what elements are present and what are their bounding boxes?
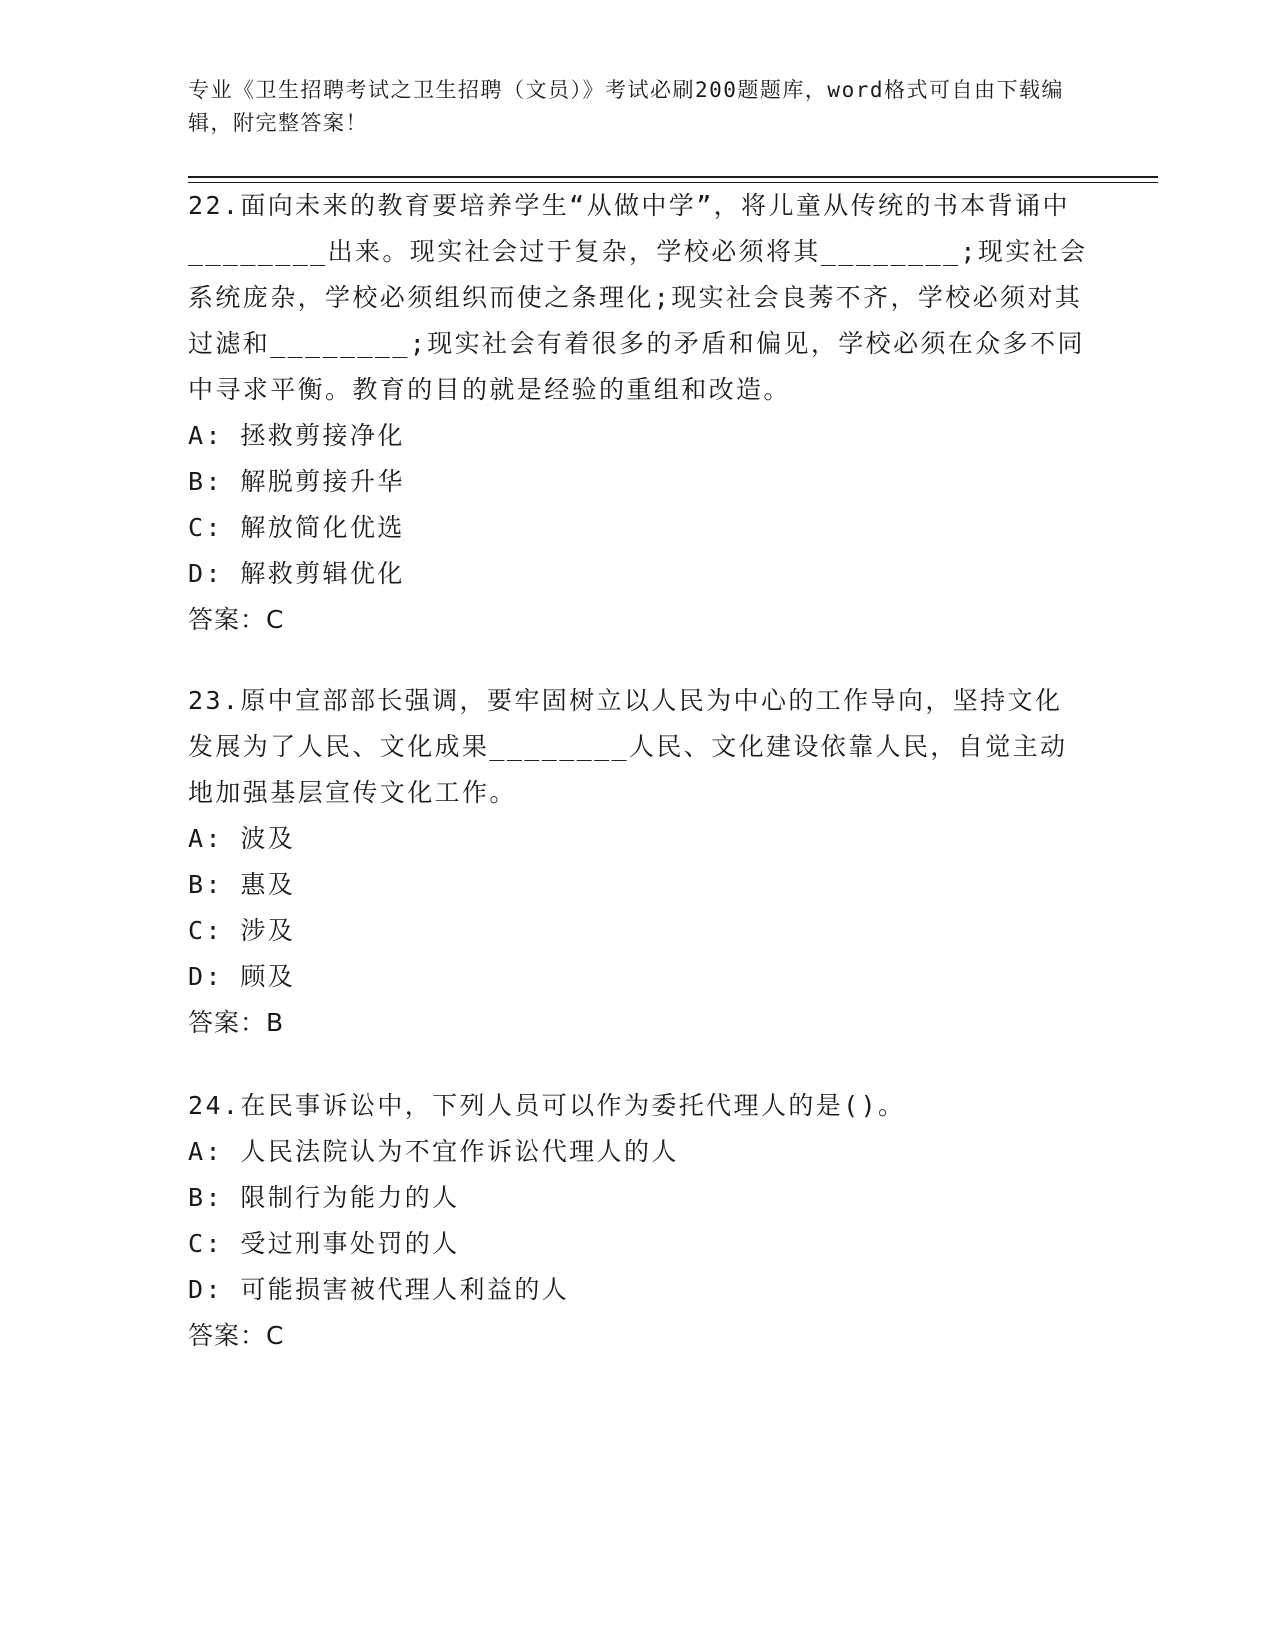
option-b: B: 限制行为能力的人 — [188, 1183, 460, 1212]
question-stem: 24.在民事诉讼中，下列人员可以作为委托代理人的是()。 — [188, 1091, 906, 1120]
option-a: A: 人民法院认为不宜作诉讼代理人的人 — [188, 1137, 679, 1166]
header-divider-thick — [188, 176, 1158, 178]
question-24 — [188, 1083, 1088, 1359]
answer: 答案：B — [188, 1008, 285, 1037]
option-a: A: 波及 — [188, 824, 296, 853]
option-d: D: 顾及 — [188, 962, 296, 991]
option-d: D: 可能损害被代理人利益的人 — [188, 1275, 570, 1304]
option-b: B: 解脱剪接升华 — [188, 467, 405, 496]
option-a: A: 拯救剪接净化 — [188, 421, 405, 450]
question-stem: 23.原中宣部部长强调，要牢固树立以人民为中心的工作导向，坚持文化发展为了人民、文化成果________人民、文化建设依靠人民，自觉主动地加强基层宣传文化工作。 — [188, 686, 1068, 807]
option-d: D: 解救剪辑优化 — [188, 559, 405, 588]
document-header: 专业《卫生招聘考试之卫生招聘（文员）》考试必刷200题题库，word格式可自由下载编辑，附完整答案！ — [188, 78, 1064, 135]
question-22 — [188, 183, 1088, 643]
answer: 答案：C — [188, 1321, 285, 1350]
option-c: C: 涉及 — [188, 916, 296, 945]
answer: 答案：C — [188, 605, 285, 634]
option-c: C: 受过刑事处罚的人 — [188, 1229, 460, 1258]
option-c: C: 解放简化优选 — [188, 513, 405, 542]
option-b: B: 惠及 — [188, 870, 296, 899]
question-stem: 22.面向未来的教育要培养学生“从做中学”，将儿童从传统的书本背诵中________出来。现实社会过于复杂，学校必须将其________;现实社会系统庞杂，学校必须组织而使之条理化;现实社会良莠不齐，学校必须对其过滤和________;现实社会有着很多的矛盾和偏见，学校必须在众多不同中寻求平衡。教育的目的就是经验的重组和改造。 — [188, 191, 1088, 404]
question-23 — [188, 678, 1088, 1046]
